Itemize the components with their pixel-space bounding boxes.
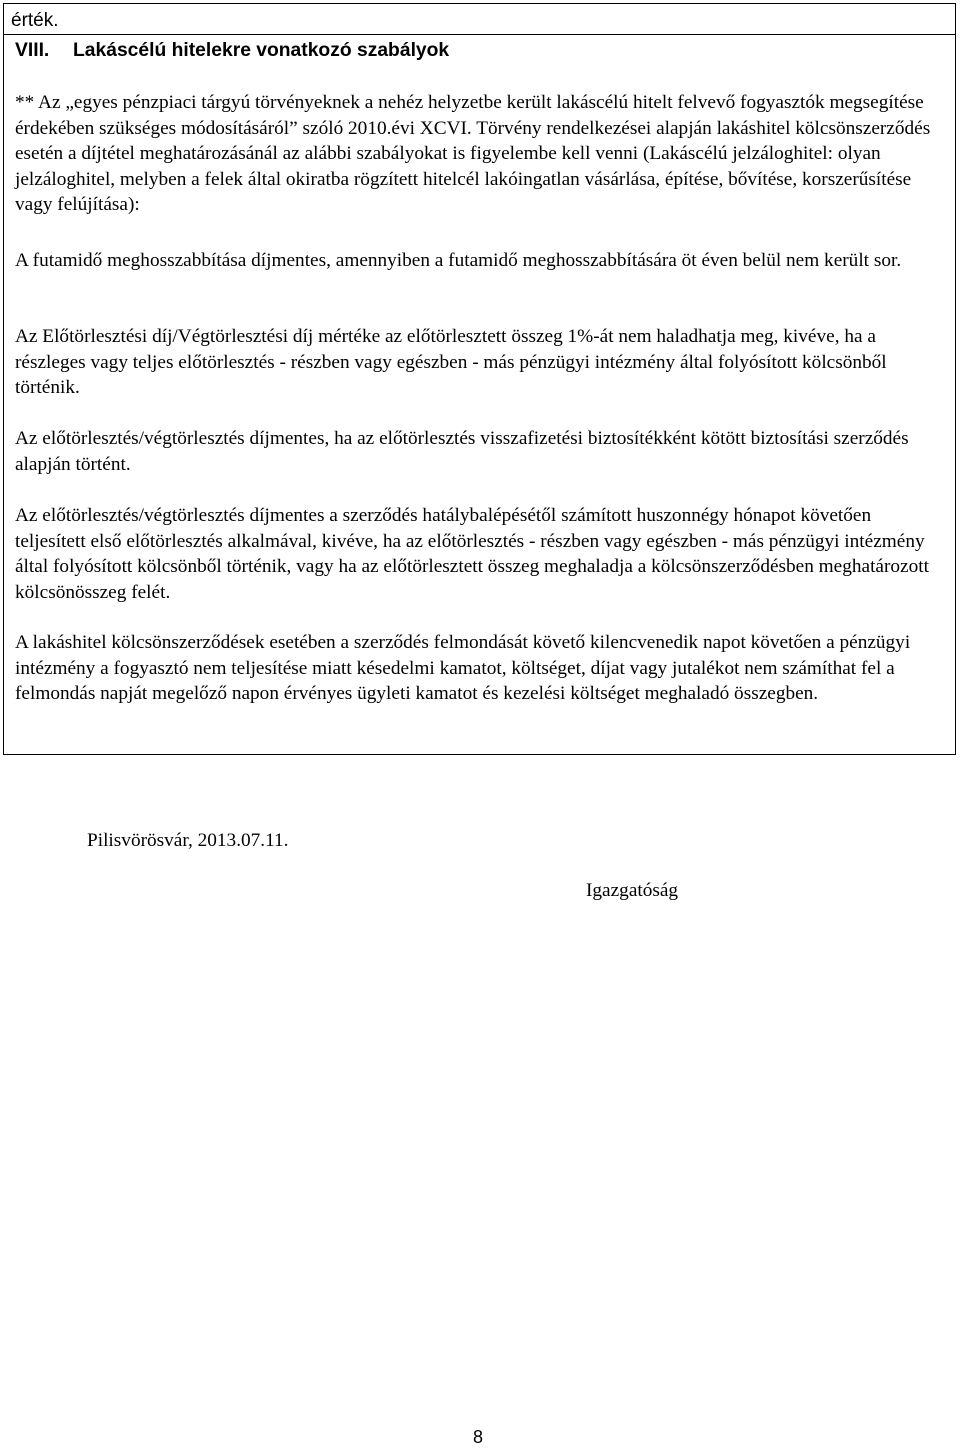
signature-block: Igazgatóság [586, 880, 679, 901]
paragraph-term-extension: A futamidő meghosszabbítása díjmentes, amennyiben a futamidő meghosszabbítására öt éven belül nem került sor. [15, 250, 902, 271]
page-number: 8 [473, 1427, 484, 1447]
place-and-date: Pilisvörösvár, 2013.07.11. [87, 830, 289, 851]
carryover-text: érték. [11, 10, 59, 31]
section-title: Lakáscélú hitelekre vonatkozó szabályok [73, 40, 450, 61]
section-box [3, 34, 956, 755]
carryover-cell [3, 3, 956, 34]
paragraph-intro: ** Az „egyes pénzpiaci tárgyú törvényeknek a nehéz helyzetbe került lakáscélú hitelt felvevő fogyasztók megsegítése érdekében szükséges módosításáról” szóló 2010.évi XCVI. Törvény rendelkezései alapján lakáshitel kölcsönszerződés esetén a díjtétel meghatározásánál az alábbi szabályokat is figyelembe kell venni (Lakáscélú jelzáloghitel: olyan jelzáloghitel, melyben a felek által okiratba rögzített hitelcél lakóingatlan vásárlása, építése, bővítése, korszerűsítése vagy felújítása): [15, 92, 931, 216]
paragraph-termination: A lakáshitel kölcsönszerződések esetében a szerződés felmondását követő kilencvenedik napot követően a pénzügyi intézmény a fogyasztó nem teljesítése miatt késedelmi kamatot, költséget, díjat vagy jutalékot nem számíthat fel a felmondás napját megelőző napon érvényes ügyleti kamatot és kezelési költséget meghaladó összegben. [15, 632, 911, 705]
paragraph-free-prepayment: Az előtörlesztés/végtörlesztés díjmentes a szerződés hatálybalépésétől számított huszonnégy hónapot követően teljesített első előtörlesztés alkalmával, kivéve, ha az előtörlesztés - részben vagy egészben - más pénzügyi intézmény által folyósított kölcsönből történik, vagy ha az előtörlesztett összeg meghaladja a kölcsönszerződésben meghatározott kölcsönösszeg felét. [15, 505, 929, 603]
section-heading [15, 38, 449, 64]
section-number: VIII. [15, 40, 50, 61]
paragraph-insurance-prepayment: Az előtörlesztés/végtörlesztés díjmentes, ha az előtörlesztés visszafizetési biztosítékként kötött biztosítási szerződés alapján történt. [15, 428, 909, 475]
paragraph-prepayment-fee: Az Előtörlesztési díj/Végtörlesztési díj mértéke az előtörlesztett összeg 1%-át nem haladhatja meg, kivéve, ha a részleges vagy teljes előtörlesztés - részben vagy egészben - más pénzügyi intézmény által folyósított kölcsönből történik. [15, 326, 887, 399]
